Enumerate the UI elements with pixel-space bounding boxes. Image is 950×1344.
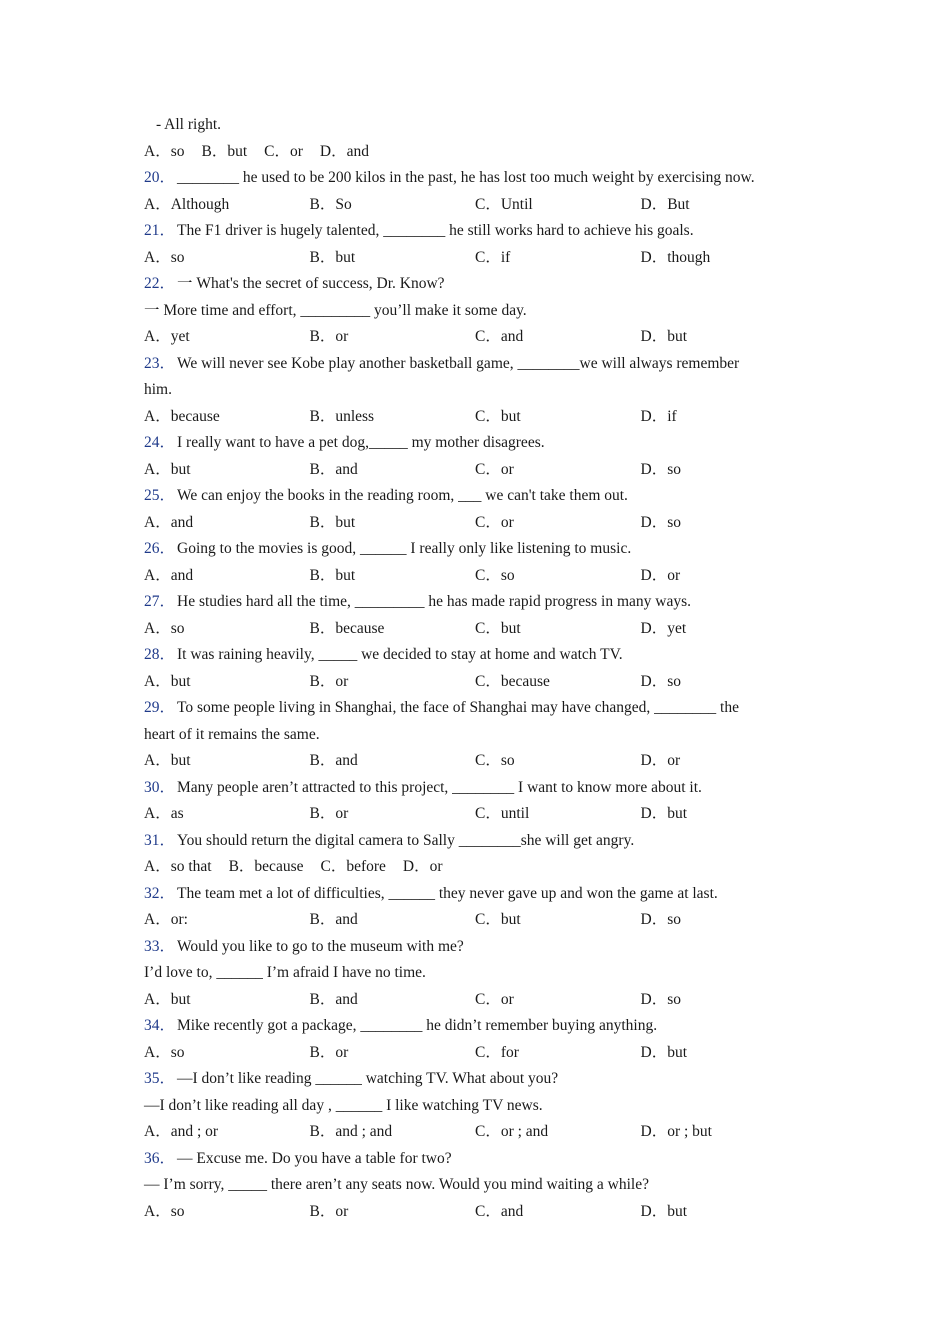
- question-text: I’d love to, ______ I’m afraid I have no time.: [144, 964, 426, 981]
- question-list: [144, 112, 814, 1225]
- option-row: [144, 1040, 814, 1067]
- question-number: 28．: [144, 646, 176, 663]
- question-number: 33．: [144, 937, 176, 955]
- option-a[interactable]: A．and: [144, 566, 194, 584]
- question-text: I really want to have a pet dog,_____ my mother disagrees.: [177, 434, 545, 451]
- question-number: 31．: [144, 831, 176, 849]
- option-c[interactable]: C．but: [475, 911, 521, 928]
- question-stem-continued: [144, 960, 814, 987]
- option-b[interactable]: B．but: [309, 566, 356, 584]
- question-text: We can enjoy the books in the reading room, ___ we can't take them out.: [177, 487, 628, 504]
- option-b[interactable]: B．and: [309, 752, 358, 769]
- option-row: [144, 245, 814, 272]
- option-d[interactable]: D．or ; but: [640, 1123, 712, 1140]
- question-stem-continued: [144, 298, 814, 325]
- option-row: [144, 404, 814, 431]
- question-stem: [144, 536, 814, 563]
- option-d[interactable]: D．or: [402, 858, 443, 875]
- option-a[interactable]: A．and: [144, 513, 194, 531]
- question-stem: [144, 642, 814, 669]
- option-d[interactable]: D．but: [640, 1202, 688, 1220]
- question-number: 22．: [144, 275, 176, 292]
- option-d[interactable]: D．but: [640, 1043, 688, 1061]
- option-c[interactable]: C．and: [475, 328, 524, 345]
- option-b[interactable]: B．and: [309, 460, 358, 478]
- option-b[interactable]: B．but: [309, 513, 356, 531]
- option-a[interactable]: A．so that: [144, 858, 212, 875]
- question-number: 23．: [144, 354, 176, 372]
- question-text: He studies hard all the time, _________ he has made rapid progress in many ways.: [177, 593, 691, 610]
- option-row: [144, 192, 814, 219]
- option-c[interactable]: C．and: [475, 1202, 524, 1220]
- option-c[interactable]: C．but: [475, 407, 521, 425]
- option-b[interactable]: B．or: [309, 1043, 349, 1061]
- dialog-line: - All right.: [156, 116, 222, 133]
- option-b[interactable]: B．So: [309, 195, 352, 213]
- option-d[interactable]: D．but: [640, 328, 688, 345]
- question-text: — Excuse me. Do you have a table for two?: [177, 1149, 452, 1167]
- option-c[interactable]: C．because: [475, 672, 550, 690]
- option-a[interactable]: A．as: [144, 805, 184, 822]
- option-row: [144, 801, 814, 828]
- question-text: The F1 driver is hugely talented, ________ he still works hard to achieve his goals.: [177, 222, 694, 239]
- option-d[interactable]: D．or: [640, 752, 681, 769]
- option-c[interactable]: C．or: [264, 142, 303, 160]
- option-row: [144, 616, 814, 643]
- question-number: 29．: [144, 699, 176, 716]
- option-a[interactable]: A．because: [144, 407, 220, 425]
- question-stem: [144, 483, 814, 510]
- question-number: 32．: [144, 884, 176, 902]
- question-text: — I’m sorry, _____ there aren’t any seats now. Would you mind waiting a while?: [144, 1176, 649, 1193]
- question-number: 36．: [144, 1149, 176, 1167]
- option-a[interactable]: A．Although: [144, 195, 230, 213]
- option-b[interactable]: B．or: [309, 672, 349, 690]
- question-text: It was raining heavily, _____ we decided to stay at home and watch TV.: [177, 646, 623, 663]
- question-item: [144, 218, 814, 271]
- option-row: [144, 563, 814, 590]
- option-row: [144, 1199, 814, 1226]
- option-d[interactable]: D．and: [319, 142, 369, 160]
- option-c[interactable]: C．so: [475, 566, 515, 584]
- option-b[interactable]: B．and: [309, 911, 358, 928]
- option-c[interactable]: C．but: [475, 619, 521, 637]
- option-d[interactable]: D．or: [640, 566, 681, 584]
- option-a[interactable]: A．or:: [144, 911, 188, 928]
- option-c[interactable]: C．or ; and: [475, 1123, 549, 1140]
- option-row: [144, 907, 814, 934]
- question-number: 30．: [144, 778, 176, 796]
- option-d[interactable]: D．so: [640, 672, 681, 690]
- question-item: [144, 165, 814, 218]
- question-stem-continued: [144, 722, 814, 749]
- question-item: [144, 271, 814, 351]
- question-number: 35．: [144, 1070, 176, 1087]
- question-item: [144, 1066, 814, 1146]
- question-item: [144, 775, 814, 828]
- question-text: Would you like to go to the museum with me?: [177, 937, 464, 955]
- question-item: [144, 642, 814, 695]
- option-d[interactable]: D．But: [640, 195, 690, 213]
- option-b[interactable]: B．but: [201, 142, 248, 160]
- option-d[interactable]: D．so: [640, 990, 681, 1008]
- question-number: 20．: [144, 169, 176, 186]
- option-c[interactable]: C．so: [475, 752, 515, 769]
- option-a[interactable]: A．but: [144, 990, 191, 1008]
- option-b[interactable]: B．unless: [309, 407, 375, 425]
- question-stem: [144, 589, 814, 616]
- option-c[interactable]: C．or: [475, 513, 514, 531]
- option-b[interactable]: B．and ; and: [309, 1123, 393, 1140]
- option-c[interactable]: C．for: [475, 1043, 519, 1061]
- option-d[interactable]: D．yet: [640, 619, 687, 637]
- question-item: [144, 589, 814, 642]
- option-c[interactable]: C．before: [320, 858, 386, 875]
- option-row: [144, 748, 814, 775]
- option-b[interactable]: B．because: [228, 858, 304, 875]
- question-stem: [144, 881, 814, 908]
- option-b[interactable]: B．or: [309, 1202, 349, 1220]
- question-text: We will never see Kobe play another basketball game, ________we will always remember: [177, 354, 740, 372]
- option-row: [144, 510, 814, 537]
- option-d[interactable]: D．but: [640, 805, 688, 822]
- option-c[interactable]: C．or: [475, 990, 514, 1008]
- option-d[interactable]: D．though: [640, 248, 711, 266]
- option-d[interactable]: D．so: [640, 911, 681, 928]
- question-text: Going to the movies is good, ______ I really only like listening to music.: [177, 540, 632, 557]
- question-number: 21．: [144, 222, 176, 239]
- question-text: 一 What's the secret of success, Dr. Know?: [177, 275, 445, 292]
- option-row: [144, 669, 814, 696]
- question-text: Mike recently got a package, ________ he didn’t remember buying anything.: [177, 1017, 658, 1034]
- question-stem: [144, 1066, 814, 1093]
- option-a[interactable]: A．so: [144, 1202, 185, 1220]
- option-c[interactable]: C．until: [475, 805, 530, 822]
- question-item: [144, 828, 814, 881]
- question-19-tail: [144, 112, 814, 165]
- option-row: [144, 987, 814, 1014]
- question-stem: [144, 271, 814, 298]
- question-number: 27．: [144, 593, 176, 610]
- option-a[interactable]: A．but: [144, 752, 191, 769]
- option-a[interactable]: A．yet: [144, 328, 190, 345]
- question-text: him.: [144, 381, 172, 398]
- question-stem: [144, 775, 814, 802]
- option-a[interactable]: A．so: [144, 1043, 185, 1061]
- question-item: [144, 1013, 814, 1066]
- option-row: [144, 457, 814, 484]
- question-number: 25．: [144, 487, 176, 504]
- question-text: —I don’t like reading ______ watching TV. What about you?: [177, 1070, 559, 1087]
- option-b[interactable]: B．but: [309, 248, 356, 266]
- option-a[interactable]: A．and ; or: [144, 1123, 219, 1140]
- question-number: 24．: [144, 434, 176, 451]
- question-text: 一 More time and effort, _________ you’ll make it some day.: [144, 301, 527, 319]
- question-number: 34．: [144, 1017, 176, 1034]
- question-stem: [144, 351, 814, 378]
- option-row: [144, 139, 814, 166]
- question-stem: [144, 430, 814, 457]
- option-c[interactable]: C．Until: [475, 195, 533, 213]
- question-stem: [144, 1146, 814, 1173]
- question-text: ________ he used to be 200 kilos in the past, he has lost too much weight by exercising now.: [177, 169, 755, 186]
- option-a[interactable]: A．but: [144, 460, 191, 478]
- option-row: [144, 324, 814, 351]
- question-item: [144, 934, 814, 1014]
- question-stem-continued: [144, 1172, 814, 1199]
- question-text: You should return the digital camera to Sally ________she will get angry.: [177, 831, 635, 849]
- question-item: [144, 1146, 814, 1226]
- question-stem: [144, 1013, 814, 1040]
- question-text: —I don’t like reading all day , ______ I like watching TV news.: [144, 1096, 543, 1114]
- option-a[interactable]: A．so: [144, 619, 185, 637]
- question-text: Many people aren’t attracted to this project, ________ I want to know more about it.: [177, 778, 702, 796]
- question-stem: [144, 165, 814, 192]
- question-stem: [144, 828, 814, 855]
- question-item: [144, 881, 814, 934]
- option-row: [144, 1119, 814, 1146]
- question-stem: [144, 695, 814, 722]
- questions-container: [144, 165, 814, 1225]
- option-b[interactable]: B．and: [309, 990, 358, 1008]
- question-number: 26．: [144, 540, 176, 557]
- question-text: To some people living in Shanghai, the face of Shanghai may have changed, ________ the: [177, 699, 739, 716]
- question-item: [144, 695, 814, 775]
- question-item: [144, 430, 814, 483]
- option-c[interactable]: C．if: [475, 248, 511, 266]
- question-stem-continued: [144, 1093, 814, 1120]
- option-d[interactable]: D．if: [640, 407, 677, 425]
- question-stem-continued: [144, 377, 814, 404]
- option-d[interactable]: D．so: [640, 460, 681, 478]
- option-a[interactable]: A．so: [144, 142, 185, 160]
- option-a[interactable]: A．but: [144, 672, 191, 690]
- question-item: [144, 536, 814, 589]
- question-text: The team met a lot of difficulties, ______ they never gave up and won the game at last.: [177, 884, 718, 902]
- option-d[interactable]: D．so: [640, 513, 681, 531]
- option-a[interactable]: A．so: [144, 248, 185, 266]
- option-b[interactable]: B．or: [309, 328, 349, 345]
- question-item: [144, 351, 814, 431]
- option-b[interactable]: B．because: [309, 619, 385, 637]
- option-row: [144, 854, 814, 881]
- question-stem: [144, 934, 814, 961]
- option-c[interactable]: C．or: [475, 460, 514, 478]
- question-item: [144, 483, 814, 536]
- option-b[interactable]: B．or: [309, 805, 349, 822]
- question-text: heart of it remains the same.: [144, 725, 320, 743]
- question-stem: [144, 218, 814, 245]
